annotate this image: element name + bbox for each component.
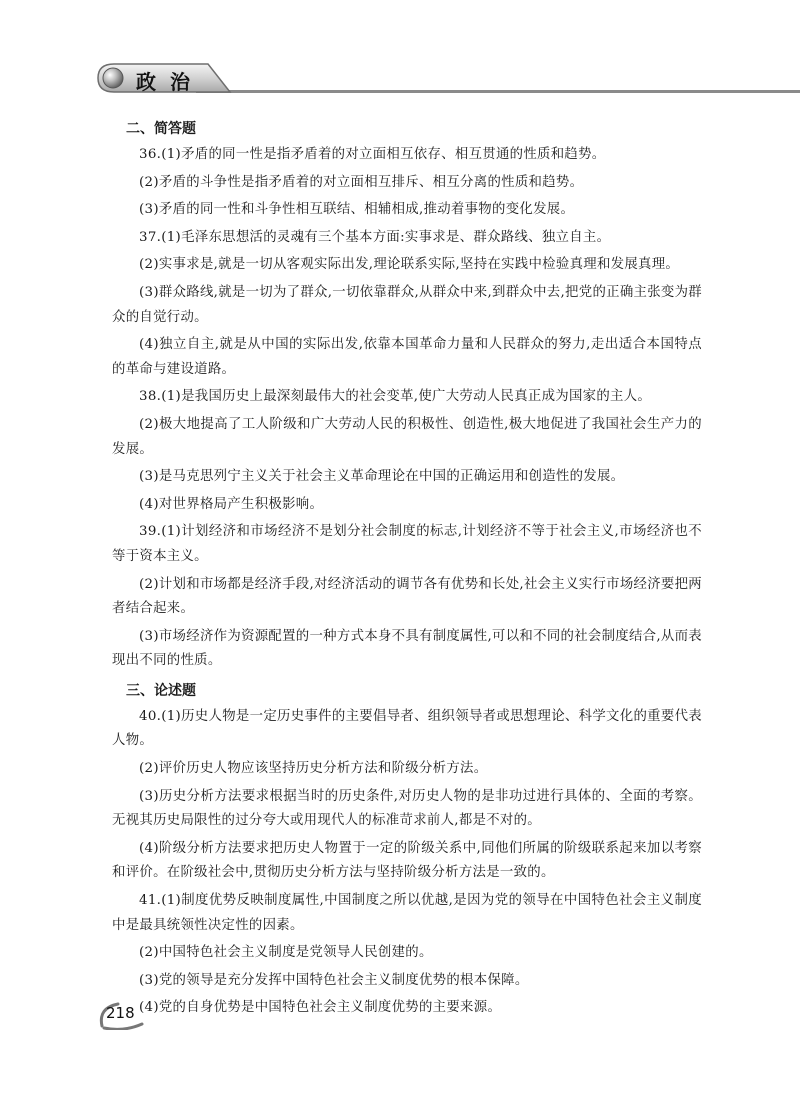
subject-title: 政治: [136, 70, 204, 94]
answer-paragraph: (2)实事求是,就是一切从客观实际出发,理论联系实际,坚持在实践中检验真理和发展真理。: [139, 257, 680, 273]
answer-paragraph: 36.(1)矛盾的同一性是指矛盾着的对立面相互依存、相互贯通的性质和趋势。: [139, 147, 606, 162]
answer-paragraph: (2)计划和市场都是经济手段,对经济活动的调节各有优势和长处,社会主义实行市场经济要把两者结合起来。: [112, 576, 702, 617]
answer-paragraph: 40.(1)历史人物是一定历史事件的主要倡导者、组织领导者或思想理论、科学文化的重要代表人物。: [112, 708, 702, 749]
answer-paragraph: 41.(1)制度优势反映制度属性,中国制度之所以优越,是因为党的领导在中国特色社会主义制度中是最具统领性决定性的因素。: [112, 893, 702, 933]
answer-paragraph: (4)独立自主,就是从中国的实际出发,依靠本国革命力量和人民群众的努力,走出适合本国特点的革命与建设道路。: [112, 337, 702, 377]
answer-paragraph: (2)评价历史人物应该坚持历史分析方法和阶级分析方法。: [139, 761, 488, 777]
answer-paragraph: (2)中国特色社会主义制度是党领导人民创建的。: [139, 945, 433, 961]
answer-paragraph: (3)矛盾的同一性和斗争性相互联结、相辅相成,推动着事物的变化发展。: [139, 202, 575, 218]
answer-paragraph: (4)党的自身优势是中国特色社会主义制度优势的主要来源。: [139, 1000, 502, 1016]
page-number: 218: [106, 1004, 135, 1022]
answer-paragraph: (3)历史分析方法要求根据当时的历史条件,对历史人物的是非功过进行具体的、全面的考察。无视其历史局限性的过分夸大或用现代人的标准苛求前人,都是不对的。: [112, 788, 702, 829]
answer-paragraph: 37.(1)毛泽东思想活的灵魂有三个基本方面:实事求是、群众路线、独立自主。: [139, 229, 611, 245]
answer-paragraph: (3)是马克思列宁主义关于社会主义革命理论在中国的正确运用和创造性的发展。: [139, 469, 625, 485]
section-heading: 三、论述题: [126, 682, 196, 699]
answer-paragraph: (4)对世界格局产生积极影响。: [139, 496, 324, 512]
page-number-badge: [96, 1000, 148, 1030]
answer-paragraph: (4)阶级分析方法要求把历史人物置于一定的阶级关系中,同他们所属的阶级联系起来加以考察和评价。在阶级社会中,贯彻历史分析方法与坚持阶级分析方法是一致的。: [112, 840, 702, 881]
answer-paragraph: (2)极大地提高了工人阶级和广大劳动人民的积极性、创造性,极大地促进了我国社会生产力的发展。: [112, 416, 702, 457]
answer-paragraph: (3)群众路线,就是一切为了群众,一切依靠群众,从群众中来,到群众中去,把党的正确主张变为群众的自觉行动。: [112, 284, 702, 325]
answer-paragraph: 39.(1)计划经济和市场经济不是划分社会制度的标志,计划经济不等于社会主义,市场经济也不等于资本主义。: [112, 524, 702, 564]
answer-content: [112, 117, 702, 1024]
section-essay: [112, 679, 702, 1021]
subject-header-banner: [96, 62, 800, 98]
section-short-answer: [112, 117, 702, 674]
answer-paragraph: (3)党的领导是充分发挥中国特色社会主义制度优势的根本保障。: [139, 972, 529, 988]
answer-paragraph: (3)市场经济作为资源配置的一种方式本身不具有制度属性,可以和不同的社会制度结合,从而表现出不同的性质。: [112, 628, 702, 669]
answer-paragraph: (2)矛盾的斗争性是指矛盾着的对立面相互排斥、相互分离的性质和趋势。: [139, 174, 584, 190]
answer-paragraph: 38.(1)是我国历史上最深刻最伟大的社会变革,使广大劳动人民真正成为国家的主人。: [139, 389, 652, 405]
section-heading: 二、简答题: [126, 121, 196, 137]
